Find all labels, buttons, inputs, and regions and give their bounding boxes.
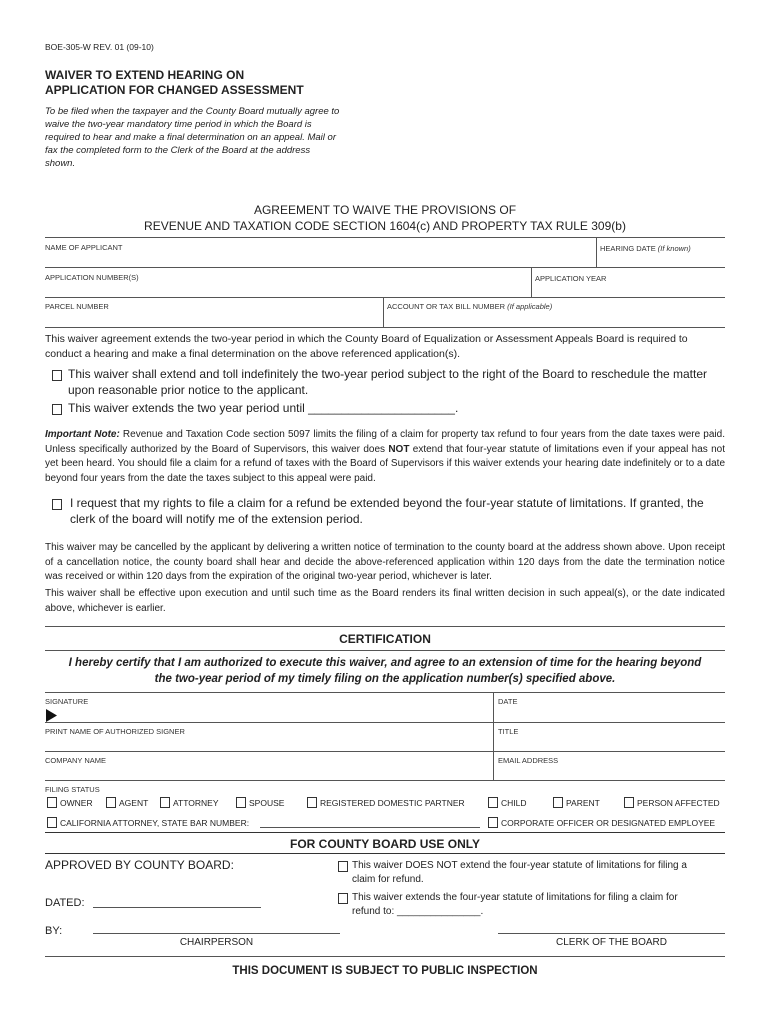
rule (45, 722, 725, 723)
owner-label: OWNER (60, 798, 93, 808)
person-affected-checkbox[interactable] (624, 797, 634, 808)
county-extend-line2: refund to: _______________. (352, 906, 484, 917)
option-until-date-checkbox[interactable] (52, 404, 62, 415)
agent-checkbox[interactable] (106, 797, 116, 808)
rule (45, 327, 725, 328)
corporate-officer-label: CORPORATE OFFICER OR DESIGNATED EMPLOYEE (501, 818, 716, 828)
application-numbers-field[interactable] (45, 282, 530, 296)
name-of-applicant-field[interactable] (45, 252, 595, 266)
company-name-field[interactable] (45, 765, 490, 779)
parent-checkbox[interactable] (553, 797, 563, 808)
account-number-field[interactable] (385, 311, 724, 325)
dated-field[interactable] (93, 896, 261, 908)
email-address-label: EMAIL ADDRESS (498, 756, 559, 765)
signature-label: SIGNATURE (45, 697, 89, 706)
rule (45, 956, 725, 957)
rule (45, 626, 725, 627)
chairperson-label: CHAIRPERSON (179, 937, 254, 948)
intro-text: To be filed when the taxpayer and the County Board mutually agree to waive the two-year mandatory time period in which the Board is required to hear and make a final determination on an appeal. Mail or fax the completed form to the Clerk of the Board at the address shown. (45, 106, 340, 169)
attorney-label: ATTORNEY (173, 798, 219, 808)
rule (531, 267, 532, 297)
county-extend-checkbox[interactable] (338, 893, 348, 904)
title-field[interactable] (496, 736, 724, 750)
waiver-paragraph: This waiver agreement extends the two-year period in which the County Board of Equalization or Assessment Appeals Board is required to conduct a hearing and make a final determination on the above referenced application(s). (45, 333, 688, 360)
agreement-heading-1: AGREEMENT TO WAIVE THE PROVISIONS OF (253, 203, 517, 217)
application-numbers-label: APPLICATION NUMBER(S) (45, 273, 139, 282)
bar-number-field[interactable] (260, 816, 480, 828)
rule (45, 267, 725, 268)
date-label: DATE (498, 697, 518, 706)
agreement-heading-2: REVENUE AND TAXATION CODE SECTION 1604(c) AND PROPERTY TAX RULE 309(b) (144, 219, 626, 233)
rule (596, 237, 597, 267)
parcel-number-field[interactable] (45, 311, 381, 325)
print-name-field[interactable] (45, 736, 490, 750)
sign-here-arrow-icon (46, 709, 58, 722)
form-title-line1: WAIVER TO EXTEND HEARING ON (45, 68, 245, 82)
child-label: CHILD (501, 798, 527, 808)
refund-request-checkbox[interactable] (52, 499, 62, 510)
spouse-label: SPOUSE (249, 798, 285, 808)
date-field[interactable] (496, 706, 724, 721)
county-use-heading: FOR COUNTY BOARD USE ONLY (289, 837, 481, 851)
option-indefinite-line2: upon reasonable prior notice to the applicant. (68, 383, 309, 397)
ca-attorney-label: CALIFORNIA ATTORNEY, STATE BAR NUMBER: (60, 818, 250, 828)
certification-line1: I hereby certify that I am authorized to execute this waiver, and agree to an extension of time for the hearing beyond (68, 657, 702, 669)
county-no-extend-checkbox[interactable] (338, 861, 348, 872)
spouse-checkbox[interactable] (236, 797, 246, 808)
parent-label: PARENT (566, 798, 600, 808)
rule (45, 650, 725, 651)
chairperson-signature-line[interactable] (93, 922, 340, 934)
refund-request-line1: I request that my rights to file a claim for a refund be extended beyond the four-year statute of limitations. If granted, the (70, 496, 704, 510)
application-year-label: APPLICATION YEAR (535, 274, 607, 283)
county-no-extend-line1: This waiver DOES NOT extend the four-year statute of limitations for filing a (352, 860, 687, 871)
refund-request-line2: clerk of the board will notify me of the extension period. (70, 512, 363, 526)
person-affected-label: PERSON AFFECTED (637, 798, 720, 808)
form-title-line2: APPLICATION FOR CHANGED ASSESSMENT (45, 83, 304, 97)
filing-status-label: FILING STATUS (45, 785, 100, 794)
option-until-date: This waiver extends the two year period until ______________________. (68, 401, 459, 415)
rule (383, 297, 384, 327)
cancellation-paragraph: This waiver may be cancelled by the applicant by delivering a written notice of termination to the county board at the address shown above. Upon receipt of a cancellation notice, the county board shall hear and decide the above-referenced application within 120 days from the date the termination notice was received or within 120 days from the expiration of the original two-year period, whichever is later. (45, 542, 725, 582)
name-of-applicant-label: NAME OF APPLICANT (45, 243, 123, 252)
agent-label: AGENT (119, 798, 149, 808)
effective-paragraph: This waiver shall be effective upon execution and until such time as the Board renders its final written decision in such appeal(s), or the date indicated above, whichever is earlier. (45, 588, 725, 614)
rule (45, 237, 725, 238)
application-year-field[interactable] (533, 282, 724, 296)
dated-label: DATED: (45, 897, 85, 909)
clerk-signature-line[interactable] (498, 922, 725, 934)
company-name-label: COMPANY NAME (45, 756, 106, 765)
form-id: BOE-305-W REV. 01 (09-10) (45, 42, 154, 52)
signature-field[interactable] (62, 706, 490, 721)
rule (45, 780, 725, 781)
certification-heading: CERTIFICATION (339, 632, 431, 646)
hearing-date-label: HEARING DATE (If known) (600, 244, 691, 253)
rule (493, 692, 494, 780)
corporate-officer-checkbox[interactable] (488, 817, 498, 828)
account-number-label: ACCOUNT OR TAX BILL NUMBER (If applicable) (387, 302, 553, 311)
rule (45, 692, 725, 693)
public-inspection-footer: THIS DOCUMENT IS SUBJECT TO PUBLIC INSPECTION (232, 965, 538, 977)
domestic-partner-checkbox[interactable] (307, 797, 317, 808)
ca-attorney-checkbox[interactable] (47, 817, 57, 828)
rule (45, 853, 725, 854)
important-note: Important Note: Revenue and Taxation Code section 5097 limits the filing of a claim for property tax refund to four years from the date taxes were paid. Unless specifically authorized by the Board of Supervisors, this waiver does NOT extend that four-year statute of limitations even if your appeal has not yet been heard. You should file a claim for a refund of taxes with the Board of Supervisors if this waiver extends your hearing date indefinitely or to a date beyond four years from the date the taxes subject to this appeal were paid. (45, 429, 725, 484)
rule (45, 751, 725, 752)
title-label: TITLE (498, 727, 519, 736)
approved-by-label: APPROVED BY COUNTY BOARD: (45, 858, 234, 872)
parcel-number-label: PARCEL NUMBER (45, 302, 109, 311)
county-no-extend-line2: claim for refund. (352, 874, 424, 885)
option-indefinite-line1: This waiver shall extend and toll indefinitely the two-year period subject to the right of the Board to reschedule the matter (68, 367, 708, 381)
county-extend-line1: This waiver extends the four-year statute of limitations for filing a claim for (352, 892, 678, 903)
owner-checkbox[interactable] (47, 797, 57, 808)
hearing-date-field[interactable] (598, 252, 724, 266)
rule (45, 832, 725, 833)
domestic-partner-label: REGISTERED DOMESTIC PARTNER (320, 798, 465, 808)
certification-line2: the two-year period of my timely filing on the application number(s) specified above. (154, 673, 616, 685)
by-label: BY: (45, 925, 63, 937)
print-name-label: PRINT NAME OF AUTHORIZED SIGNER (45, 727, 185, 736)
email-address-field[interactable] (496, 765, 724, 779)
option-indefinite-checkbox[interactable] (52, 370, 62, 381)
child-checkbox[interactable] (488, 797, 498, 808)
attorney-checkbox[interactable] (160, 797, 170, 808)
rule (45, 297, 725, 298)
clerk-label: CLERK OF THE BOARD (556, 937, 667, 948)
